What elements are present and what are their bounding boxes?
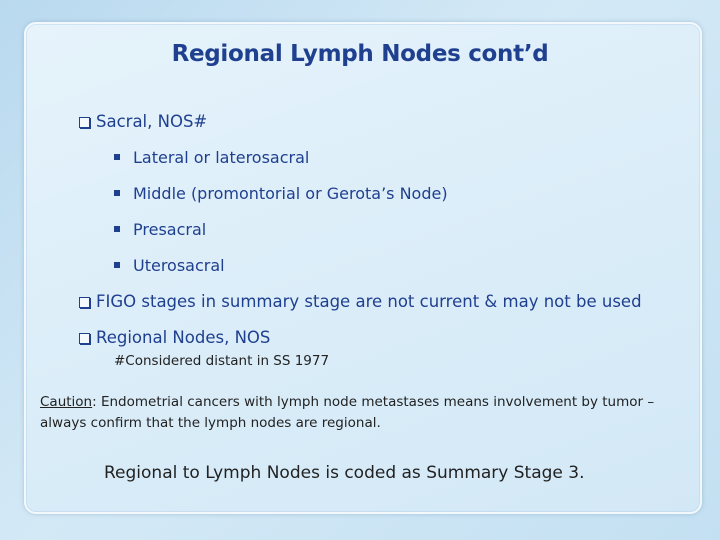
- subbullet-text: Uterosacral: [133, 256, 225, 275]
- bullet-text: Regional Nodes, NOS: [96, 328, 271, 347]
- checkbox-bullet-icon: [79, 297, 90, 308]
- square-bullet-icon: [114, 262, 120, 268]
- subbullet-text: Lateral or laterosacral: [133, 148, 310, 167]
- bullet-sacral: [79, 112, 207, 131]
- subbullet-middle: [114, 184, 448, 203]
- slide-title: Regional Lymph Nodes cont’d: [171, 41, 549, 67]
- subbullet-lateral: [114, 148, 309, 167]
- square-bullet-icon: [114, 190, 120, 196]
- square-bullet-icon: [114, 226, 120, 232]
- bullet-figo: [79, 292, 642, 311]
- subbullet-text: Middle (promontorial or Gerota’s Node): [133, 184, 448, 203]
- caution-text: : Endometrial cancers with lymph node metastases means involvement by tumor – always confirm that the lymph nodes are regional.: [40, 394, 655, 431]
- bullet-regional-nodes: [79, 328, 270, 347]
- caution-paragraph: [40, 392, 690, 434]
- subbullet-text: Presacral: [133, 220, 207, 239]
- footnote: #Considered distant in SS 1977: [114, 353, 330, 369]
- checkbox-bullet-icon: [79, 117, 90, 128]
- subbullet-presacral: [114, 220, 206, 239]
- bullet-text: Sacral, NOS#: [96, 112, 208, 131]
- subbullet-uterosacral: [114, 256, 225, 275]
- caution-label: Caution: [40, 394, 93, 410]
- checkbox-bullet-icon: [79, 333, 90, 344]
- square-bullet-icon: [114, 154, 120, 160]
- bullet-text: FIGO stages in summary stage are not current & may not be used: [96, 292, 642, 311]
- summary-statement: Regional to Lymph Nodes is coded as Summary Stage 3.: [104, 463, 585, 483]
